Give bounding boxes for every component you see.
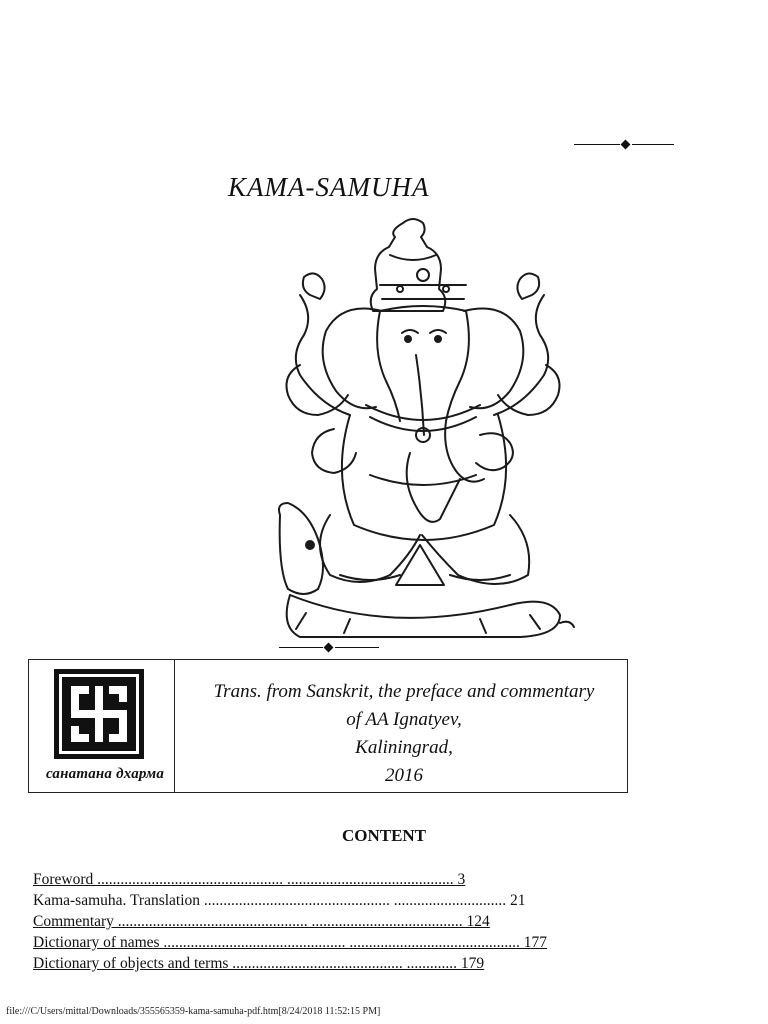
translation-line: Trans. from Sanskrit, the preface and commentary <box>213 681 595 702</box>
translation-line: Kaliningrad, <box>355 737 453 758</box>
translation-line: of AA Ignatyev, <box>346 709 462 730</box>
toc-item-foreword[interactable]: Foreword ................................................ ........................................... 3 <box>33 871 466 888</box>
table-of-contents <box>33 869 547 974</box>
top-ornament-rule <box>574 141 674 149</box>
toc-item-dictionary-names[interactable]: Dictionary of names ............................................... ............................................ 177 <box>33 934 548 951</box>
toc-item-commentary[interactable]: Commentary ................................................. ....................................... 124 <box>33 913 490 930</box>
translation-line: 2016 <box>385 765 423 786</box>
page-title: KAMA-SAMUHA <box>228 172 430 202</box>
toc-item-translation: Kama-samuha. Translation ................................................ ............................. 21 <box>33 892 526 909</box>
info-box-divider <box>174 660 175 792</box>
page-footer-url: file:///C/Users/mittal/Downloads/355565359-kama-samuha-pdf.htm[8/24/2018 11:52:15 PM] <box>6 1006 381 1017</box>
swastika-emblem-icon <box>53 668 145 760</box>
translation-credit <box>179 678 629 790</box>
ganesha-illustration-icon <box>270 215 575 640</box>
content-heading: CONTENT <box>341 826 427 845</box>
toc-item-dictionary-terms[interactable]: Dictionary of objects and terms ............................................ ............. 179 <box>33 955 485 972</box>
logo-caption: санатана дхарма <box>45 766 165 782</box>
publication-info-box <box>28 659 628 793</box>
bottom-ornament-rule <box>279 644 379 652</box>
